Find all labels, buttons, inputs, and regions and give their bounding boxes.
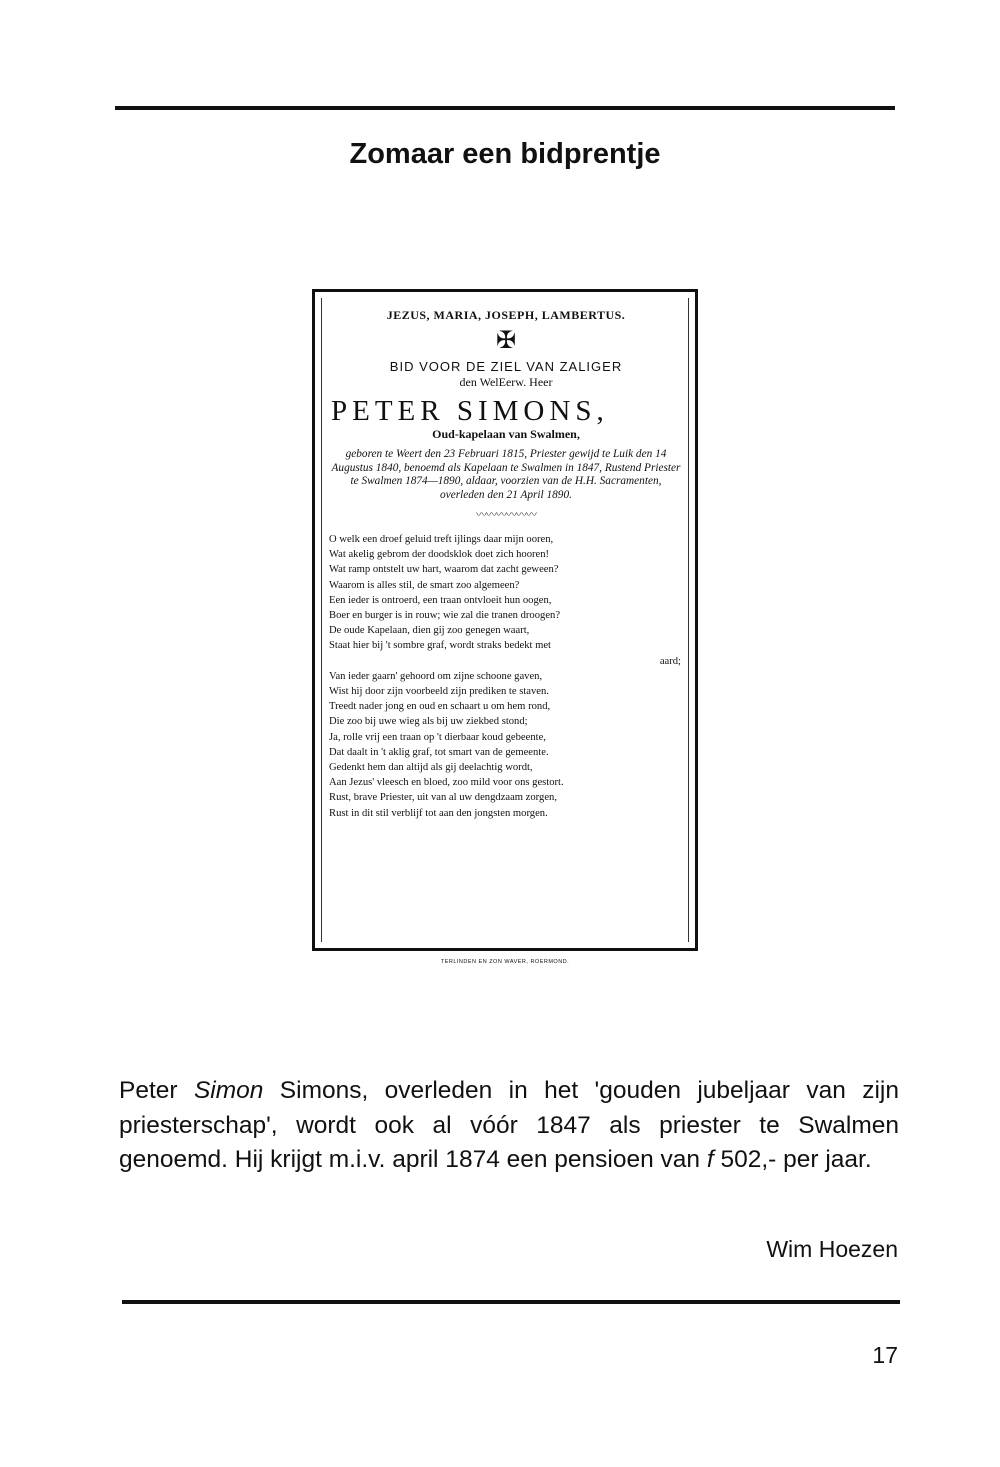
prayer-card-image <box>312 289 698 951</box>
poem-line: Wat ramp ontstelt uw hart, waarom dat zacht geween? <box>329 564 559 576</box>
poem-line: Van ieder gaarn' gehoord om zijne schoone gaven, <box>329 670 543 682</box>
prayer-card-content <box>327 300 685 821</box>
poem-line: Waarom is alles stil, de smart zoo algemeen? <box>329 579 520 591</box>
poem-line: Aan Jezus' vleesch en bloed, zoo mild voor ons gestort. <box>329 777 564 789</box>
bottom-rule <box>122 1300 900 1304</box>
author-name: Wim Hoezen <box>766 1236 898 1262</box>
card-biography: geboren te Weert den 23 Februari 1815, Priester gewijd te Luik den 14 Augustus 1840, benoemd als Kapelaan te Swalmen in 1847, Rustend Priester te Swalmen 1874—1890, aldaar, voorzien van de H.H. Sacramenten, overleden den 21 April 1890. <box>331 448 681 501</box>
poem-line: Wist hij door zijn voorbeeld zijn prediken te staven. <box>329 686 549 698</box>
body-text-part: Peter <box>119 1077 194 1104</box>
card-prayer-line: BID VOOR DE ZIEL VAN ZALIGER <box>389 359 623 374</box>
poem-line: aard; <box>659 655 681 667</box>
poem-line: Wat akelig gebrom der doodsklok doet zich hooren! <box>329 549 550 561</box>
body-paragraph <box>119 1074 899 1178</box>
card-deceased-name: PETER SIMONS, <box>331 395 609 427</box>
poem-line: Een ieder is ontroerd, een traan ontvloeit hun oogen, <box>329 594 552 606</box>
poem-line: Dat daalt in 't aklig graf, tot smart van de gemeente. <box>329 746 549 758</box>
poem-line: Rust in dit stil verblijf tot aan den jongsten morgen. <box>329 807 548 819</box>
article-title: Zomaar een bidprentje <box>349 138 661 170</box>
poem-line: Ja, rolle vrij een traan op 't dierbaar koud gebeente, <box>329 731 546 743</box>
card-printer-line: TERLINDEN EN ZON WAVER, ROERMOND. <box>440 959 570 965</box>
card-poem <box>327 532 685 821</box>
top-rule <box>115 106 895 110</box>
poem-line: Die zoo bij uwe wieg als bij uw ziekbed stond; <box>329 716 528 728</box>
poem-line: Rust, brave Priester, uit van al uw dengdzaam zorgen, <box>329 792 557 804</box>
poem-line: O welk een droef geluid treft ijlings daar mijn ooren, <box>329 534 554 545</box>
poem-line: Gedenkt hem dan altijd als gij deelachtig wordt, <box>329 762 533 774</box>
poem-line: Boer en burger is in rouw; wie zal die tranen droogen? <box>329 610 561 622</box>
cross-icon: ✠ <box>495 328 517 354</box>
poem-line: Staat hier bij 't sombre graf, wordt straks bedekt met <box>329 640 551 652</box>
currency-symbol: f <box>706 1146 714 1173</box>
poem-line: Treedt nader jong en oud en schaart u om hem rond, <box>329 701 551 713</box>
body-italic-name: Simon <box>193 1077 264 1104</box>
poem-line: De oude Kapelaan, dien gij zoo genegen waart, <box>329 625 530 637</box>
body-text-part: Simons, overleden in het 'gouden jubeljaar van zijn priesterschap', wordt ook al vóór 1847 als priester te Swalmen genoemd. Hij krijgt m.i.v. april 1874 een pensioen van <box>119 1077 899 1173</box>
card-ornament: 〰〰〰〰〰〰 <box>476 509 536 521</box>
card-honorific: den WelEerw. Heer <box>459 375 553 389</box>
card-former-role: Oud-kapelaan van Swalmen, <box>432 427 580 441</box>
body-text-part: 502,- per jaar. <box>713 1146 872 1173</box>
page-number: 17 <box>872 1342 898 1368</box>
card-invocation: JEZUS, MARIA, JOSEPH, LAMBERTUS. <box>386 308 626 322</box>
